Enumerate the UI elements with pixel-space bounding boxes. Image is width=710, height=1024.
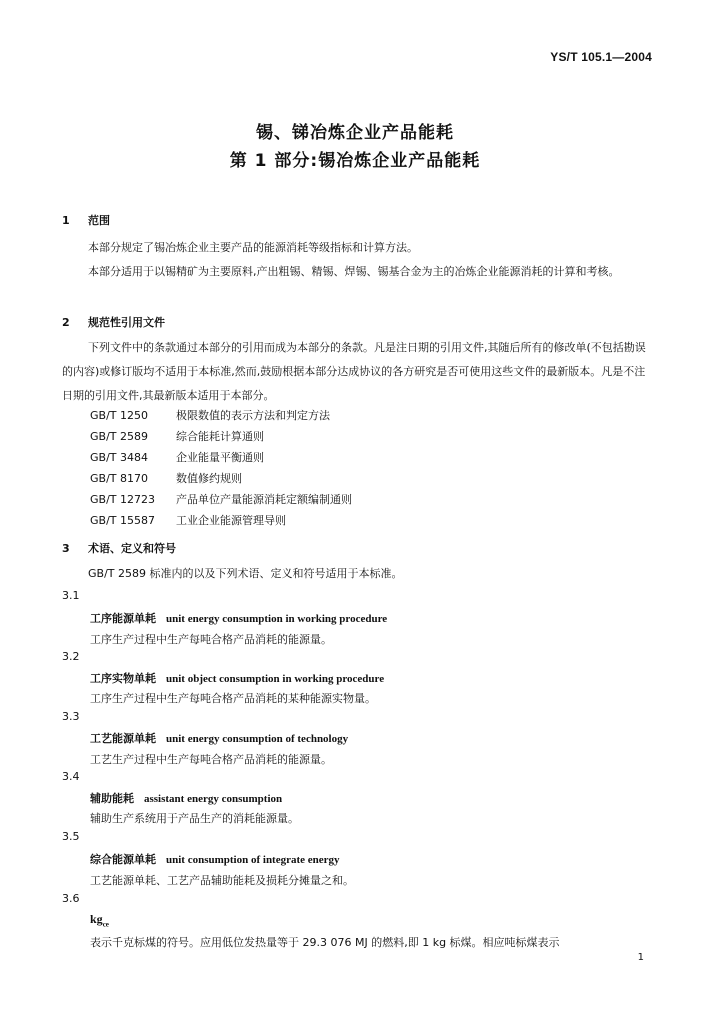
reference-title: 极限数值的表示方法和判定方法 — [176, 409, 330, 422]
term-entry — [90, 851, 340, 867]
reference-code: GB/T 3484 — [90, 451, 148, 464]
term-en: unit consumption of integrate energy — [166, 854, 340, 866]
reference-item — [90, 512, 286, 528]
term-definition: 工序生产过程中生产每吨合格产品消耗的能源量。 — [90, 633, 332, 646]
section-1-heading — [62, 212, 110, 228]
term-definition: 辅助生产系统用于产品生产的消耗能源量。 — [90, 812, 299, 825]
symbol-definition: 表示千克标煤的符号。应用低位发热量等于 29.3 076 MJ 的燃料,即 1 kg 标煤。相应吨标煤表示 — [90, 936, 560, 949]
reference-item — [90, 449, 264, 465]
reference-title: 数值修约规则 — [176, 472, 242, 485]
page-number: 1 — [637, 952, 644, 963]
section-title: 术语、定义和符号 — [88, 542, 176, 555]
reference-item — [90, 470, 242, 486]
term-en: unit energy consumption of technology — [166, 733, 349, 745]
section-3-heading — [62, 540, 176, 556]
section-1-para-1: 本部分规定了锡冶炼企业主要产品的能源消耗等级指标和计算方法。 — [88, 241, 418, 254]
term-zh: 工序实物单耗 — [90, 672, 156, 685]
section-number: 2 — [62, 316, 70, 329]
reference-code: GB/T 1250 — [90, 409, 148, 422]
term-entry — [90, 670, 384, 686]
term-zh: 工艺能源单耗 — [90, 732, 156, 745]
reference-code: GB/T 8170 — [90, 472, 148, 485]
symbol-main: kg — [90, 912, 103, 926]
section-title: 规范性引用文件 — [88, 316, 165, 329]
term-entry — [90, 790, 282, 806]
symbol-entry — [90, 912, 109, 928]
reference-item — [90, 491, 352, 507]
section-number: 3 — [62, 542, 70, 555]
clause-number: 3.2 — [62, 650, 80, 663]
term-zh: 工序能源单耗 — [90, 612, 156, 625]
term-en: unit energy consumption in working procedure — [166, 613, 388, 625]
reference-item — [90, 428, 264, 444]
reference-title: 综合能耗计算通则 — [176, 430, 264, 443]
clause-number: 3.4 — [62, 770, 80, 783]
term-en: unit object consumption in working procedure — [166, 673, 385, 685]
reference-item — [90, 407, 330, 423]
clause-number: 3.3 — [62, 710, 80, 723]
term-entry — [90, 610, 387, 626]
document-title-line2: 第 1 部分:锡冶炼企业产品能耗 — [229, 151, 481, 171]
section-1-para-2: 本部分适用于以锡精矿为主要原料,产出粗锡、精锡、焊锡、锡基合金为主的冶炼企业能源消耗的计算和考核。 — [88, 265, 620, 278]
term-en: assistant energy consumption — [144, 793, 283, 805]
reference-code: GB/T 12723 — [90, 493, 155, 506]
term-zh: 综合能源单耗 — [90, 853, 156, 866]
term-definition: 工艺能源单耗、工艺产品辅助能耗及损耗分摊量之和。 — [90, 874, 354, 887]
reference-title: 产品单位产量能源消耗定额编制通则 — [176, 493, 352, 506]
reference-title: 企业能量平衡通则 — [176, 451, 264, 464]
reference-title: 工业企业能源管理导则 — [176, 514, 286, 527]
section-number: 1 — [62, 214, 70, 227]
symbol-kgce — [90, 912, 109, 929]
term-definition: 工艺生产过程中生产每吨合格产品消耗的能源量。 — [90, 753, 332, 766]
symbol-subscript: ce — [102, 920, 109, 929]
clause-number: 3.1 — [62, 589, 80, 602]
term-definition: 工序生产过程中生产每吨合格产品消耗的某种能源实物量。 — [90, 692, 376, 705]
term-entry — [90, 730, 348, 746]
document-title-line1: 锡、锑冶炼企业产品能耗 — [256, 123, 454, 143]
reference-code: GB/T 2589 — [90, 430, 148, 443]
clause-number: 3.5 — [62, 830, 80, 843]
section-2-heading — [62, 314, 165, 330]
standard-code: YS/T 105.1—2004 — [550, 50, 652, 64]
term-zh: 辅助能耗 — [90, 792, 134, 805]
section-3-intro: GB/T 2589 标准内的以及下列术语、定义和符号适用于本标准。 — [88, 567, 403, 580]
reference-code: GB/T 15587 — [90, 514, 155, 527]
section-title: 范围 — [88, 214, 110, 227]
clause-number: 3.6 — [62, 892, 80, 905]
section-2-para: 下列文件中的条款通过本部分的引用而成为本部分的条款。凡是注日期的引用文件,其随后所有的修改单(不包括勘误的内容)或修订版均不适用于本标准,然而,鼓励根据本部分达成协议的各方研究是否可使用这些文件的最新版本。凡是不注日期的引用文件,其最新版本适用于本部分。 — [62, 341, 646, 402]
